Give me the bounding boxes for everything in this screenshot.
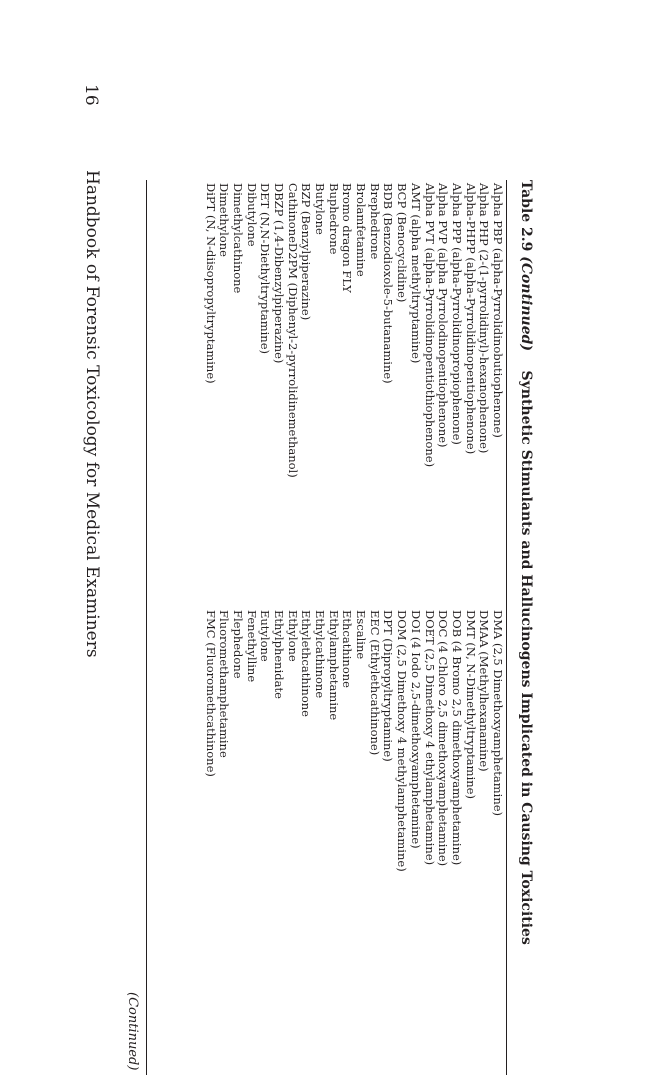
table-cell: DMT (N, N-Dimethyltryptamine): [463, 610, 478, 799]
table-label: Table 2.9: [518, 180, 534, 252]
table-cell: Escaline: [354, 610, 369, 660]
table-cell: Buphedrone: [326, 183, 341, 255]
table-cell: FMC (Fluoromethcathinone): [203, 610, 218, 777]
table-container: [120, 0, 660, 1071]
table-cell: Fluoromethamphetamine: [217, 610, 232, 758]
table-cell: Fenethylline: [244, 610, 259, 683]
table-bottom-rule: [146, 180, 147, 1075]
table-cell: Alpha PHP (2-(1-pyrrolidinyl)-hexanophenone): [477, 183, 492, 454]
table-cell: EEC (Ethylethcathinone): [367, 610, 382, 756]
table-cell: Ethylethcathinone: [299, 610, 314, 717]
table-cell: CathinoneD2PM (Diphenyl-2-pyrrolidinemethanol): [285, 183, 300, 478]
table-cell: DOET (2,5 Dimethoxy 4 ethylamphetamine): [422, 610, 437, 866]
table-cell: Brolamfetamine: [354, 183, 369, 277]
table-cell: DiPT (N, N-diisopropyltryptamine): [203, 183, 218, 384]
table-continued-marker: (Continued): [518, 256, 534, 352]
table-cell: DOB (4 Bromo 2,5 dimethoxyamphetamine): [449, 610, 464, 866]
table-cell: Bromo dragon FLY: [340, 183, 355, 293]
table-cell: Alpha-PHPP (alpha-Pyrrolidinopentiophenone): [463, 183, 478, 455]
table-cell: Ethylamphetamine: [326, 610, 341, 721]
table-cell: BDB (Benzodioxole-5-butanamine): [381, 183, 396, 384]
table-cell: DOM (2,5 Dimethoxy 4 methylamphetamine): [395, 610, 410, 872]
table-cell: Alpha PPP (alpha-Pyrrolidinopropiophenone): [449, 183, 464, 445]
table-cell: Dibutylone: [244, 183, 259, 247]
table-cell: Alpha PVP (alpha Pyrrolodinopentiophenone): [436, 183, 451, 448]
table-cell: DOC (4 Chloro 2,5 dimethoxyamphetamine): [436, 610, 451, 867]
table-cell: Butylone: [313, 183, 328, 235]
table-cell: DMAA (Methylhexanamine): [477, 610, 492, 772]
table-cell: DET (N,N-Diethyltryptamine): [258, 183, 273, 355]
table-top-rule: [506, 180, 507, 1075]
table-cell: Flephedone: [230, 610, 245, 679]
table-cell: Eutylone: [258, 610, 273, 662]
table-cell: DOI (4 Iodo 2,5-dimethoxyamphetamine): [408, 610, 423, 849]
table-cell: BZP (Benzylpiperazine): [299, 183, 314, 321]
table-cell: Alpha PVT (alpha-Pyrrolidinopentiothiophenone): [422, 183, 437, 468]
table-column-right: [203, 610, 504, 1050]
table-caption-text: Synthetic Stimulants and Hallucinogens Implicated in Causing Toxicities: [518, 370, 534, 945]
table-cell: Dimethylcathinone: [230, 183, 245, 294]
table-cell: BCP (Benocyclidine): [395, 183, 410, 303]
table-cell: Dimethylone: [217, 183, 232, 257]
table-continued-footer: (Continued): [125, 992, 140, 1071]
table-cell: Ethylphenidate: [272, 610, 286, 699]
table-cell: Ethylone: [285, 610, 300, 662]
table-cell: DPT (Dipropyltryptamine): [381, 610, 396, 762]
table-cell: DMA (2,5 Dimethoxyamphetamine): [491, 610, 505, 817]
table-caption: [512, 180, 540, 1080]
table-cell: Brephedrone: [367, 183, 382, 260]
rotated-table: [100, 180, 540, 1090]
table-column-left: [203, 183, 504, 603]
table-cell: Ethylcathinone: [313, 610, 328, 699]
page-number: 16: [81, 84, 101, 106]
table-cell: Ethcathinone: [340, 610, 355, 688]
table-cell: AMT (alpha methyltryptamine): [408, 183, 423, 364]
table-cell: DBZP (1,4-Dibenzylpiperazine): [272, 183, 286, 364]
table-cell: Alpha PBP (alpha-Pyrrolidinobutiophenone): [491, 183, 505, 438]
